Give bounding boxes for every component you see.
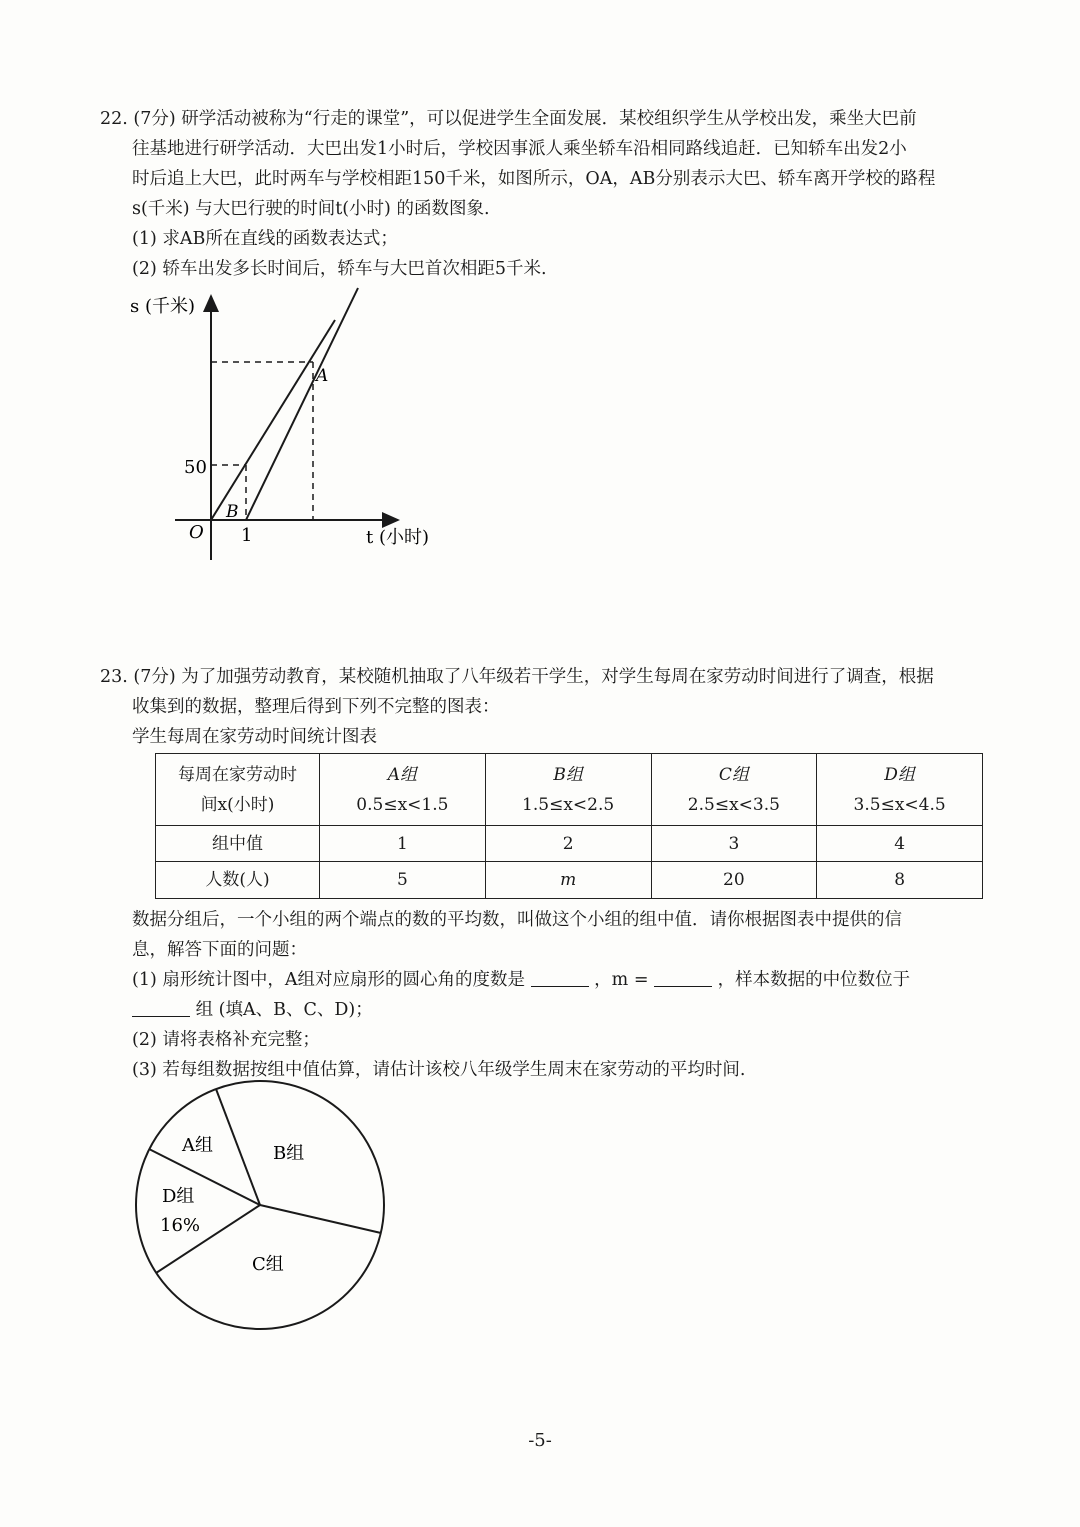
- cell-count-c: 20: [651, 862, 817, 899]
- group-range: 1.5≤x<2.5: [522, 794, 615, 815]
- q23-table-title: 学生每周在家劳动时间统计图表: [132, 727, 377, 747]
- q22-sub-2: (2) 轿车出发多长时间后，轿车与大巴首次相距5千米.: [132, 259, 547, 279]
- q23-line-2: 收集到的数据，整理后得到下列不完整的图表：: [132, 697, 500, 717]
- group-name: A组: [387, 764, 418, 785]
- cell-mid-d: 4: [817, 826, 983, 862]
- pie-label-d-pct: 16%: [160, 1215, 201, 1236]
- origin-label: O: [189, 522, 204, 543]
- cell-count-a: 5: [320, 862, 486, 899]
- q23-sub-1-cont: [132, 995, 987, 1025]
- question-23: [100, 662, 985, 752]
- group-range: 2.5≤x<3.5: [687, 794, 780, 815]
- cell-count-b: m: [485, 862, 651, 899]
- pie-label-c: C组: [252, 1254, 284, 1275]
- answer-blank-m[interactable]: [654, 968, 712, 987]
- cell-count-d: 8: [817, 862, 983, 899]
- group-c-header: [651, 754, 817, 826]
- group-name: B组: [553, 764, 583, 785]
- sub1-text-c: ，样本数据的中位数位于: [717, 970, 911, 990]
- table-header-row: [156, 754, 983, 826]
- group-name: C组: [718, 764, 749, 785]
- q23-note-2: 息，解答下面的问题：: [132, 940, 307, 960]
- q22-graph: [0, 0, 1080, 600]
- point-b-label: B: [226, 502, 239, 522]
- y-axis-label: s (千米): [130, 296, 196, 317]
- cell-mid-a: 1: [320, 826, 486, 862]
- cell-mid-c: 3: [651, 826, 817, 862]
- row-mid-label: 组中值: [156, 826, 320, 862]
- q22-sub-1: (1) 求AB所在直线的函数表达式；: [132, 229, 398, 249]
- line-oa: [211, 320, 335, 520]
- group-name: D组: [884, 764, 915, 785]
- tick-1-label: 1: [241, 525, 253, 546]
- tick-50-label: 50: [184, 457, 207, 478]
- line-ab: [246, 288, 358, 520]
- q23-pie-chart: [120, 1080, 400, 1350]
- q22-line-1: 22. (7分) 研学活动被称为“行走的课堂”，可以促进学生全面发展．某校组织学生从学校出发，乘坐大巴前: [100, 109, 917, 129]
- group-a-header: [320, 754, 486, 826]
- cell-mid-b: 2: [485, 826, 651, 862]
- point-a-label: A: [316, 366, 329, 386]
- pie-label-a: A组: [182, 1135, 213, 1156]
- q23-body: [132, 905, 987, 1085]
- group-b-header: [485, 754, 651, 826]
- table-row-count: [156, 862, 983, 899]
- header-label-line-2: 间x(小时): [200, 794, 275, 815]
- q23-note-1: 数据分组后，一个小组的两个端点的数的平均数，叫做这个小组的组中值．请你根据图表中提供的信: [132, 910, 902, 930]
- page-number: -5-: [528, 1430, 552, 1451]
- group-d-header: [817, 754, 983, 826]
- table-row-mid: [156, 826, 983, 862]
- q22-line-3: 时后追上大巴，此时两车与学校相距150千米，如图所示，OA，AB分别表示大巴、轿车离开学校的路程: [132, 169, 936, 189]
- x-axis-label: t (小时): [366, 527, 429, 548]
- q23-sub-1: [132, 965, 987, 995]
- pie-label-d: D组: [162, 1186, 195, 1207]
- sub1-text-b: ，m =: [594, 970, 649, 990]
- stat-table: [155, 753, 983, 899]
- group-range: 0.5≤x<1.5: [356, 794, 449, 815]
- answer-blank-median[interactable]: [132, 998, 190, 1017]
- header-label-line-1: 每周在家劳动时: [178, 764, 297, 785]
- sub1-text-d: 组 (填A、B、C、D)；: [195, 1000, 373, 1020]
- table-header-label: [156, 754, 320, 826]
- q23-line-1: 23. (7分) 为了加强劳动教育，某校随机抽取了八年级若干学生，对学生每周在家劳动时间进行了调查，根据: [100, 667, 934, 687]
- q22-line-2: 往基地进行研学活动．大巴出发1小时后，学校因事派人乘坐轿车沿相同路线追赶．已知轿车出发2小: [132, 139, 907, 159]
- pie-divider-a-b: [216, 1089, 260, 1205]
- q23-sub-3: (3) 若每组数据按组中值估算，请估计该校八年级学生周末在家劳动的平均时间.: [132, 1060, 746, 1080]
- row-count-label: 人数(人): [156, 862, 320, 899]
- group-range: 3.5≤x<4.5: [853, 794, 946, 815]
- q22-line-4: s(千米) 与大巴行驶的时间t(小时) 的函数图象.: [132, 199, 490, 219]
- pie-divider-b-c: [260, 1205, 381, 1233]
- sub1-text-a: (1) 扇形统计图中，A组对应扇形的圆心角的度数是: [132, 970, 525, 990]
- q23-sub-2: (2) 请将表格补充完整；: [132, 1030, 320, 1050]
- pie-label-b: B组: [273, 1143, 305, 1164]
- answer-blank-angle[interactable]: [531, 968, 589, 987]
